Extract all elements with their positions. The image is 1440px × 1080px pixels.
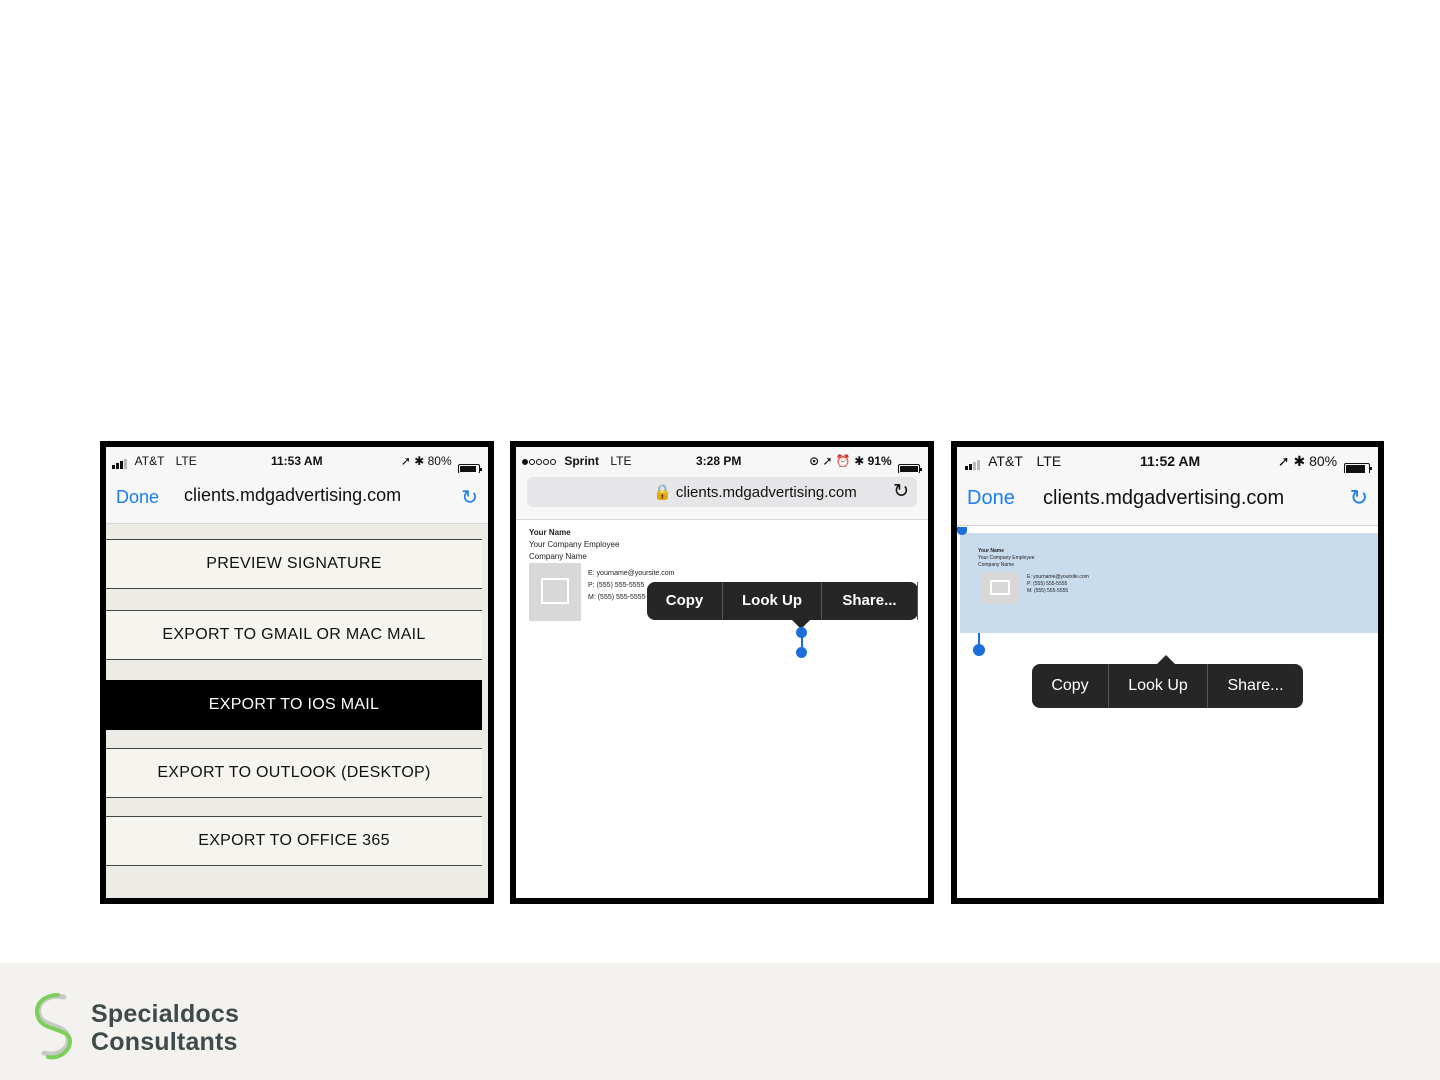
selection-handle-end[interactable] xyxy=(973,644,985,656)
rotation-lock-icon: ⊙ xyxy=(809,454,820,468)
alarm-icon: ⏰ xyxy=(835,454,851,468)
copy-menu-item[interactable]: Copy xyxy=(647,582,723,620)
status-bar xyxy=(957,447,1378,473)
sig-company: Company Name xyxy=(978,562,1015,568)
network: LTE xyxy=(1036,453,1062,469)
sig-title: Your Company Employee xyxy=(978,555,1035,561)
selection-handle-end[interactable] xyxy=(796,647,807,658)
signal-dots-icon xyxy=(522,454,557,468)
status-bar xyxy=(106,447,488,473)
done-button[interactable]: Done xyxy=(967,487,1015,509)
url-label: clients.mdgadvertising.com xyxy=(184,485,402,505)
phone-screen-2 xyxy=(510,441,934,904)
address-bar[interactable] xyxy=(527,477,917,507)
export-office365-button[interactable]: EXPORT TO OFFICE 365 xyxy=(106,816,482,866)
location-icon: ➚ xyxy=(822,454,833,468)
browser-nav-bar xyxy=(516,473,928,520)
sig-title: Your Company Employee xyxy=(529,540,620,549)
browser-nav-bar xyxy=(106,473,488,524)
export-ios-mail-button[interactable]: EXPORT TO IOS MAIL xyxy=(106,680,482,730)
location-icon: ➚ xyxy=(400,454,411,468)
sig-phone: P: (555) 555-5555 xyxy=(588,582,645,589)
export-outlook-button[interactable]: EXPORT TO OUTLOOK (DESKTOP) xyxy=(106,748,482,798)
context-menu xyxy=(1032,664,1303,708)
menu-arrow xyxy=(1157,655,1175,664)
url-label: clients.mdgadvertising.com xyxy=(1043,487,1285,509)
image-placeholder-icon xyxy=(981,572,1019,604)
done-button[interactable]: Done xyxy=(116,487,160,507)
sig-mobile: M: (555) 555-5555 xyxy=(1027,588,1069,594)
sig-name: Your Name xyxy=(529,528,571,537)
brand-name-line1: Specialdocs xyxy=(91,1000,240,1028)
clock: 3:28 PM xyxy=(696,454,742,468)
context-menu xyxy=(647,582,918,620)
carrier: AT&T xyxy=(988,453,1023,469)
network: LTE xyxy=(175,454,197,468)
reload-icon[interactable]: ↻ xyxy=(1349,485,1368,510)
image-placeholder-icon xyxy=(529,563,581,621)
signature-preview xyxy=(529,527,619,563)
signal-icon xyxy=(965,454,981,470)
battery-percent: 91% xyxy=(867,454,892,468)
lookup-menu-item[interactable]: Look Up xyxy=(1109,664,1208,708)
signal-icon xyxy=(112,455,128,469)
specialdocs-logo-icon xyxy=(30,991,80,1061)
phone-screen-3 xyxy=(951,441,1384,904)
clock: 11:53 AM xyxy=(271,454,323,468)
clock: 11:52 AM xyxy=(1140,453,1201,469)
reload-icon[interactable]: ↻ xyxy=(893,481,909,502)
preview-signature-button[interactable]: PREVIEW SIGNATURE xyxy=(106,539,482,589)
bluetooth-icon: ✱ xyxy=(854,454,865,468)
brand-name-line2: Consultants xyxy=(91,1028,238,1056)
sig-company: Company Name xyxy=(529,552,587,561)
sig-email: E: yourname@yoursite.com xyxy=(1027,574,1089,580)
reload-icon[interactable]: ↻ xyxy=(461,487,478,509)
status-bar xyxy=(516,447,928,473)
footer-bar xyxy=(0,963,1440,1080)
carrier: Sprint xyxy=(564,454,600,468)
sig-phone: P: (555) 555-5555 xyxy=(1027,581,1068,587)
battery-percent: 80% xyxy=(1309,453,1338,469)
signature-preview xyxy=(978,548,1035,569)
location-icon: ➚ xyxy=(1277,453,1290,469)
signature-contact xyxy=(1027,574,1089,595)
carrier: AT&T xyxy=(134,454,165,468)
bluetooth-icon: ✱ xyxy=(414,454,425,468)
browser-nav-bar xyxy=(957,473,1378,526)
battery-percent: 80% xyxy=(427,454,452,468)
share-menu-item[interactable]: Share... xyxy=(822,582,918,620)
share-menu-item[interactable]: Share... xyxy=(1227,677,1284,694)
selection-handle-start[interactable] xyxy=(957,527,967,535)
phone-screen-1 xyxy=(100,441,494,904)
network: LTE xyxy=(610,454,632,468)
lock-icon: 🔒 xyxy=(653,484,672,501)
bluetooth-icon: ✱ xyxy=(1293,453,1306,469)
url-label: clients.mdgadvertising.com xyxy=(675,484,857,501)
sig-mobile: M: (555) 555-5555 xyxy=(588,594,646,601)
sig-email: E: yourname@yoursite.com xyxy=(588,570,675,577)
lookup-menu-item[interactable]: Look Up xyxy=(723,582,822,620)
sig-name: Your Name xyxy=(978,548,1005,554)
copy-menu-item[interactable]: Copy xyxy=(1032,664,1109,708)
export-gmail-button[interactable]: EXPORT TO GMAIL OR MAC MAIL xyxy=(106,610,482,660)
